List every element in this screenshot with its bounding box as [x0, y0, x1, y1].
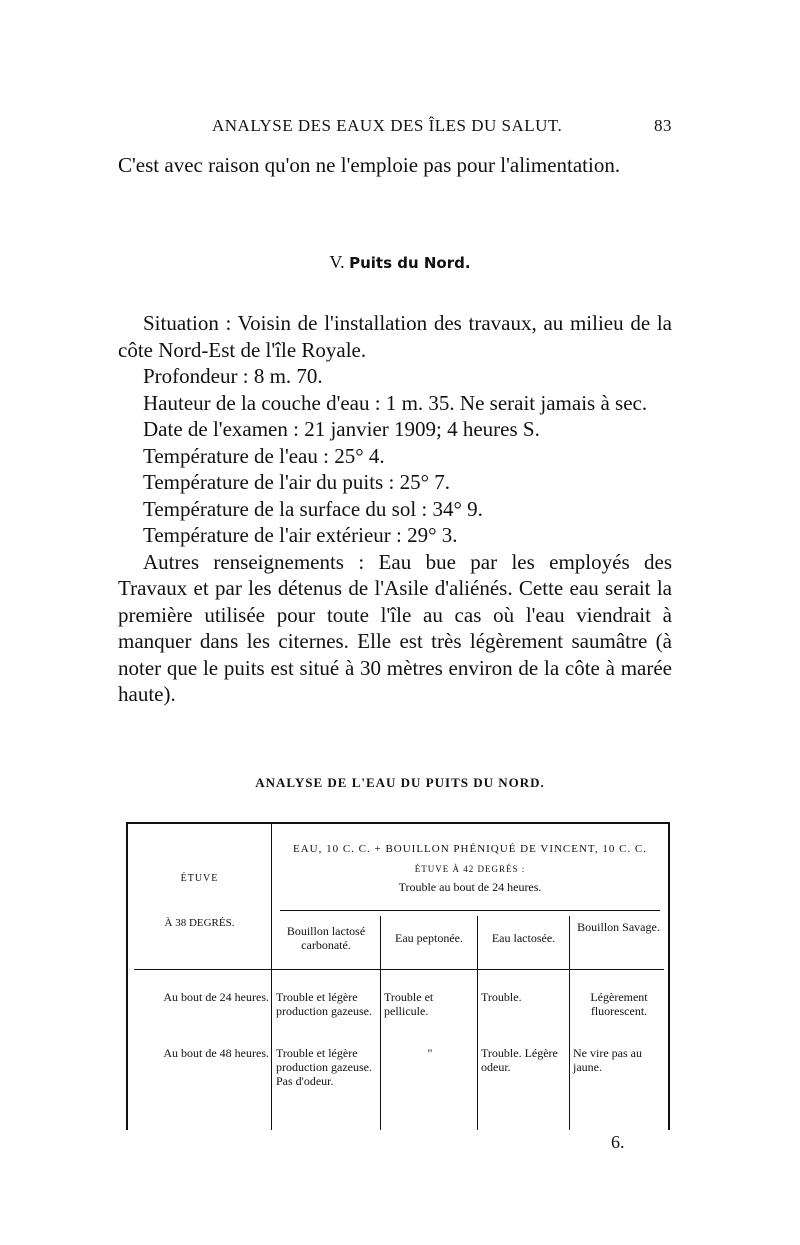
table-cell: "	[427, 1046, 433, 1060]
detail-situation: Situation : Voisin de l'installation des travaux, au milieu de la côte Nord-Est de l'île Royale.	[118, 311, 672, 362]
table-rule-col4	[569, 916, 570, 1130]
table-rule-col3	[477, 916, 478, 1130]
analysis-table	[126, 822, 670, 1130]
detail-temp-sol: Température de la surface du sol : 34° 9.	[143, 496, 483, 521]
column-header: Eau peptonée.	[395, 931, 463, 945]
group-header-line1: EAU, 10 C. C. + BOUILLON PHÉNIQUÉ DE VINCENT, 10 C. C.	[292, 843, 648, 855]
details-block	[118, 310, 672, 708]
detail-profondeur: Profondeur : 8 m. 70.	[143, 364, 323, 388]
table-cell: Trouble et légère production gazeuse.	[276, 990, 372, 1018]
column-header: Bouillon Savage.	[577, 920, 660, 934]
table-rule-col1	[271, 824, 272, 1130]
page-signature: 6.	[611, 1132, 625, 1152]
table-rule-col2	[380, 916, 381, 1130]
detail-temp-eau: Température de l'eau : 25° 4.	[143, 443, 385, 468]
row-header-bottom: À 38 DEGRÉS.	[164, 917, 235, 929]
table-cell: Trouble et légère production gazeuse. Pas d'odeur.	[276, 1046, 372, 1088]
table-cell: Légèrement fluorescent.	[590, 990, 648, 1018]
section-heading	[0, 252, 800, 273]
running-head-title: ANALYSE DES EAUX DES ÎLES DU SALUT.	[212, 116, 563, 135]
table-cell: Trouble.	[481, 990, 522, 1004]
detail-date: Date de l'examen : 21 janvier 1909; 4 heures S.	[143, 417, 540, 441]
detail-hauteur: Hauteur de la couche d'eau : 1 m. 35. Ne serait jamais à sec.	[143, 390, 648, 415]
header-bottom-rule	[134, 969, 664, 970]
row-header-top: ÉTUVE	[180, 873, 219, 884]
group-header-rule	[280, 910, 660, 911]
group-header-line3: Trouble au bout de 24 heures.	[398, 880, 542, 894]
group-header-line2: ÉTUVE À 42 DEGRÉS :	[414, 864, 526, 874]
detail-temp-air-puits: Température de l'air du puits : 25° 7.	[143, 470, 450, 494]
column-header: Eau lactosée.	[491, 931, 556, 945]
table-title: ANALYSE DE L'EAU DU PUITS DU NORD.	[255, 775, 545, 790]
section-title: Puits du Nord.	[349, 254, 471, 272]
row-label: Au bout de 24 heures.	[163, 990, 269, 1004]
detail-temp-air-ext: Température de l'air extérieur : 29° 3.	[143, 523, 458, 547]
table-cell: Trouble. Légère odeur.	[481, 1046, 558, 1074]
section-number: V.	[329, 252, 345, 272]
intro-paragraph: C'est avec raison qu'on ne l'emploie pas pour l'alimentation.	[118, 153, 621, 177]
column-header: Bouillon lactosé carbonaté.	[286, 924, 366, 952]
detail-autres: Autres renseignements : Eau bue par les employés des Travaux et par les détenus de l'Asile d'aliénés. Cette eau serait la première utilisée pour toute l'île au cas où l'eau viendrait à manquer dans les citernes. Elle est très légèrement saumâtre (à noter que le puits est situé à 30 mètres environ de la côte à marée haute).	[118, 549, 672, 706]
table-cell: Trouble et pellicule.	[384, 990, 434, 1018]
row-label: Au bout de 48 heures.	[163, 1046, 269, 1060]
page-number: 83	[654, 116, 672, 135]
table-cell: Ne vire pas au jaune.	[573, 1046, 642, 1074]
